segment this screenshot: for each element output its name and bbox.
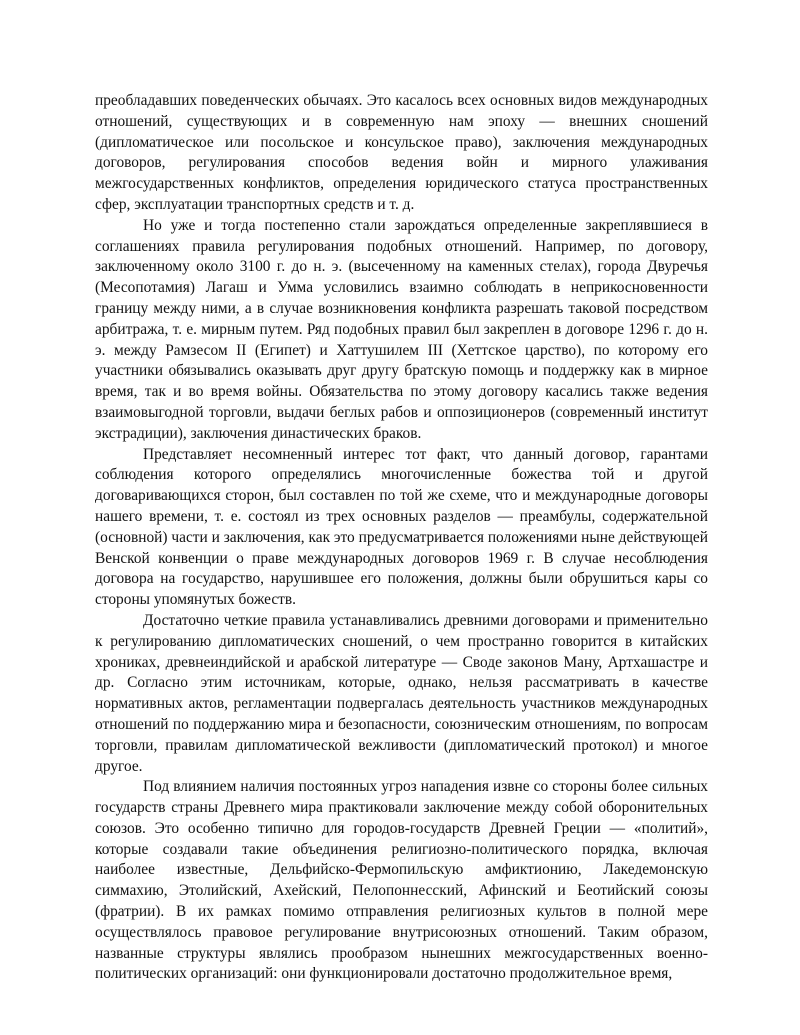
document-page: [95, 91, 708, 985]
paragraph-3: Представляет несомненный интерес тот факт, что данный договор, гарантами соблюдения которого определялись многочисленные божества той и другой договаривающихся сторон, был составлен по той же схеме, что и международные договоры нашего времени, т. е. состоял из трех основных разделов — преамбулы, содержательной (основной) части и заключения, как это предусматривается положениями ныне действующей Венской конвенции о праве международных договоров 1969 г. В случае несоблюдения договора на государство, нарушившее его положения, должны были обрушиться кары со стороны упомянутых божеств.: [95, 445, 708, 609]
paragraph-4: Достаточно четкие правила устанавливались древними договорами и применительно к регулированию дипломатических сношений, о чем пространно говорится в китайских хрониках, древнеиндийской и арабской литературе — Своде законов Ману, Артхашастре и др. Согласно этим источникам, которые, однако, нельзя рассматривать в качестве нормативных актов, регламентации подвергалась деятельность участников международных отношений по поддержанию мира и безопасности, союзническим отношениям, по вопросам торговли, правилам дипломатической вежливости (дипломатический протокол) и многое другое.: [95, 611, 708, 775]
paragraph-5: Под влиянием наличия постоянных угроз нападения извне со стороны более сильных государств страны Древнего мира практиковали заключение между собой оборонительных союзов. Это особенно типично для городов-государств Древней Греции — «политий», которые создавали такие объединения религиозно-политического порядка, включая наиболее известные, Дельфийско-Фермопильскую амфиктионию, Лакедемонскую симмахию, Этолийский, Ахейский, Пелопоннесский, Афинский и Беотийский союзы (фратрии). В их рамках помимо отправления религиозных культов в полной мере осуществлялось правовое регулирование внутрисоюзных отношений. Таким образом, названные структуры являлись прообразом нынешних межгосударственных военно-политических организаций: они функционировали достаточно продолжительное время,: [95, 778, 708, 983]
paragraph-1: преобладавших поведенческих обычаях. Это касалось всех основных видов международных отношений, существующих и в современную нам эпоху — внешних сношений (дипломатическое или посольское и консульское право), заключения международных договоров, регулирования способов ведения войн и мирного улаживания межгосударственных конфликтов, определения юридического статуса пространственных сфер, эксплуатации транспортных средств и т. д.: [95, 92, 708, 213]
paragraph-2: Но уже и тогда постепенно стали зарождаться определенные закреплявшиеся в соглашениях правила регулирования подобных отношений. Например, по договору, заключенному около 3100 г. до н. э. (высеченному на каменных стелах), города Двуречья (Месопотамия) Лагаш и Умма условились взаимно соблюдать в неприкосновенности границу между ними, а в случае возникновения конфликта разрешать таковой посредством арбитража, т. е. мирным путем. Ряд подобных правил был закреплен в договоре 1296 г. до н. э. между Рамзесом II (Египет) и Хаттушилем III (Хеттское царство), по которому его участники обязывались оказывать друг другу братскую помощь и поддержку как в мирное время, так и во время войны. Обязательства по этому договору касались также ведения взаимовыгодной торговли, выдачи беглых рабов и оппозиционеров (современный институт экстрадиции), заключения династических браков.: [95, 216, 708, 442]
